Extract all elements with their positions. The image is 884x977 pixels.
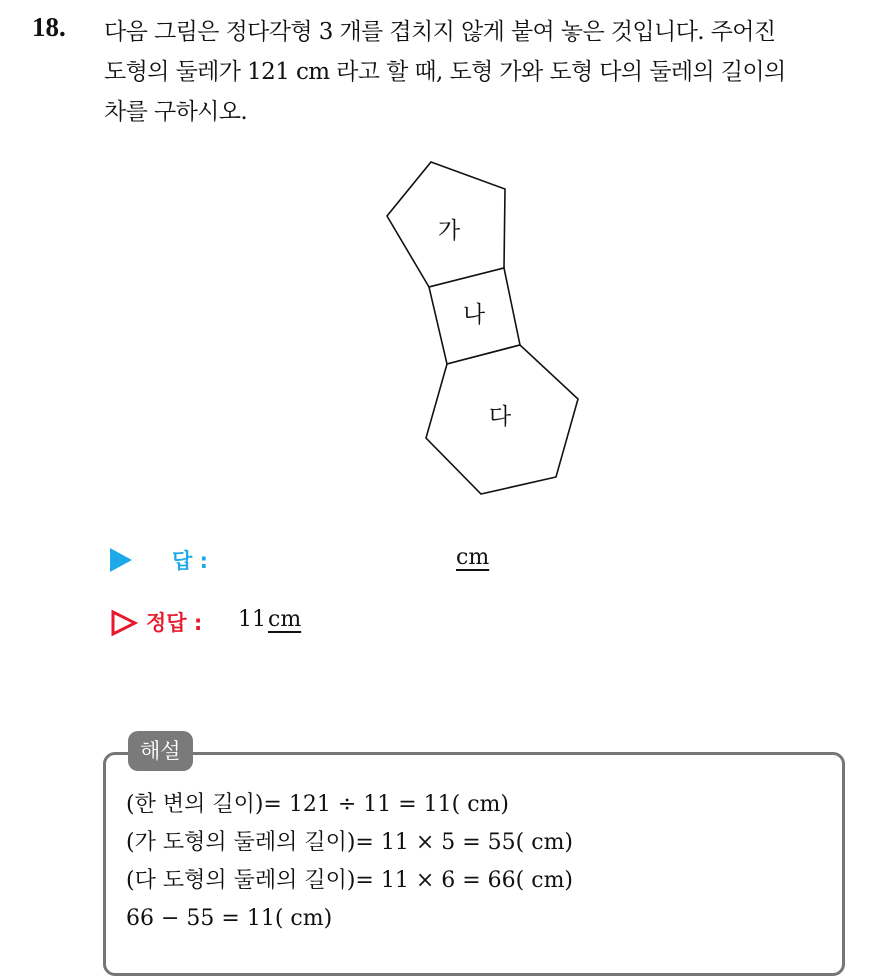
answer-unit: cm [456,545,490,570]
question-number: 18. [32,12,66,42]
answer-arrow-icon [110,548,132,572]
question-text [104,12,874,132]
solution-line: (가 도형의 둘레의 길이)= 11 × 5 = 55( cm) [126,830,574,855]
correct-answer-unit: cm [268,607,302,632]
correct-arrow-icon [110,609,138,641]
solution-line: 66 − 55 = 11( cm) [126,906,333,931]
solution-line: (다 도형의 둘레의 길이)= 11 × 6 = 66( cm) [126,868,574,893]
polygon-figure [380,155,590,500]
answer-label: 답 : [172,549,208,573]
correct-answer-value: 11 [238,607,266,632]
solution-line: (한 변의 길이)= 121 ÷ 11 = 11( cm) [126,792,510,817]
question-line: 다음 그림은 정다각형 3 개를 겹치지 않게 붙여 놓은 것입니다. 주어진 [104,19,776,45]
square-label: 나 [462,302,486,328]
pentagon-label: 가 [437,218,461,244]
solution-tag: 해설 [128,731,193,771]
correct-answer-label: 정답 : [146,611,203,635]
solution-text [126,786,573,938]
question-line: 차를 구하시오. [104,99,248,125]
correct-answer [238,607,301,632]
question-line: 도형의 둘레가 121 cm 라고 할 때, 도형 가와 도형 다의 둘레의 길이의 [104,59,786,85]
hexagon-label: 다 [488,404,512,430]
